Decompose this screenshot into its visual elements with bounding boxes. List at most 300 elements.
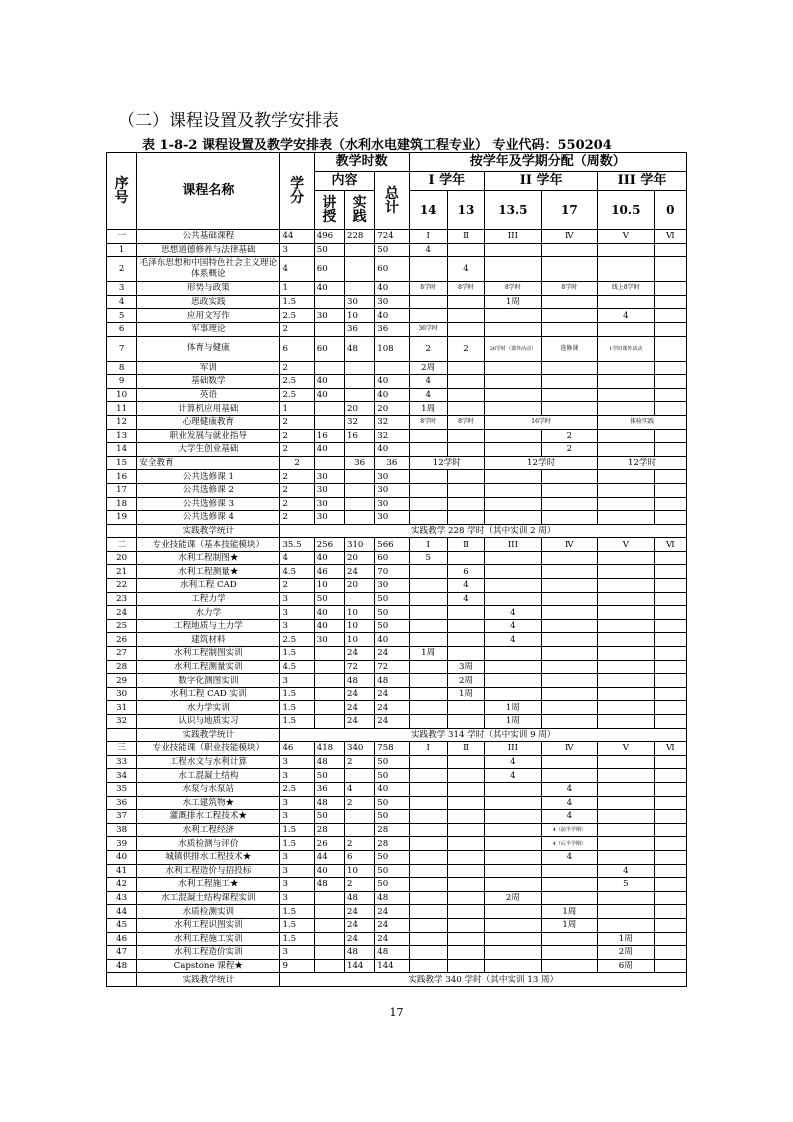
- cell-sem5: [598, 443, 654, 457]
- header-distribution: 按学年及学期分配（周数）: [409, 153, 686, 172]
- cell-sem3: [485, 782, 541, 796]
- summary-text: 实践教学 314 学时（其中实训 9 周）: [280, 728, 687, 742]
- cell-sem1: Ⅰ: [409, 742, 447, 756]
- cell-sem1: [409, 850, 447, 864]
- cell-sem4: 4: [541, 782, 597, 796]
- cell-sem6: [654, 959, 686, 973]
- cell-sem2: [447, 295, 484, 309]
- cell-lecture-hours: 30: [314, 511, 344, 525]
- table-row: [107, 891, 687, 905]
- cell-course-name: 灌溉排水工程技术★: [137, 810, 280, 824]
- cell-sem6: [654, 687, 686, 701]
- cell-sem6: [654, 429, 686, 443]
- header-year1: I 学年: [409, 172, 485, 191]
- cell-sem5: [598, 647, 654, 661]
- cell-sem3: 4: [485, 769, 541, 783]
- cell-course-name: 工程地质与土力学: [137, 619, 280, 633]
- cell-sem1: 8学时: [409, 282, 447, 296]
- cell-sem1: [409, 687, 447, 701]
- cell-sem2: [447, 918, 484, 932]
- cell-practice-hours: [344, 823, 374, 837]
- cell-sem6: [654, 295, 686, 309]
- header-lecture: 讲授: [314, 191, 344, 230]
- table-row: [107, 470, 687, 484]
- cell-sem5: [598, 660, 654, 674]
- cell-sem1: [409, 701, 447, 715]
- cell-sem3: [485, 592, 541, 606]
- table-row: [107, 674, 687, 688]
- cell-sem6: [654, 633, 686, 647]
- cell-credits: 3: [280, 755, 314, 769]
- cell-practice-hours: 144: [344, 959, 374, 973]
- cell-course-name: 军事理论: [137, 322, 280, 336]
- cell-lecture-hours: [314, 687, 344, 701]
- cell-course-name: 思政实践: [137, 295, 280, 309]
- cell-total-hours: 40: [375, 388, 409, 402]
- cell-sem6: [654, 946, 686, 960]
- header-week-3: 13.5: [485, 191, 541, 230]
- header-hours: 教学时数: [314, 153, 409, 172]
- cell-sem1: [409, 782, 447, 796]
- cell-sem1: [409, 823, 447, 837]
- cell-sem4: [541, 551, 597, 565]
- cell-total-hours: 48: [375, 891, 409, 905]
- cell-seq: 43: [107, 891, 137, 905]
- cell-seq: 12: [107, 415, 137, 429]
- cell-sem6: [654, 402, 686, 416]
- cell-sem3: [485, 429, 541, 443]
- cell-course-name: 水质检测与评价: [137, 837, 280, 851]
- cell-credits: 2: [280, 497, 314, 511]
- cell-course-name: 公共基础课程: [137, 230, 280, 244]
- cell-lecture-hours: [314, 456, 344, 470]
- cell-sem3: 8学时: [485, 282, 541, 296]
- cell-sem2: [447, 483, 484, 497]
- cell-credits: 2: [280, 429, 314, 443]
- cell-course-name: 城镇供排水工程技术★: [137, 850, 280, 864]
- cell-sem5: 6周: [598, 959, 654, 973]
- cell-sem1: [409, 511, 447, 525]
- table-row: [107, 579, 687, 593]
- cell-credits: 3: [280, 619, 314, 633]
- cell-sem5: 4: [598, 864, 654, 878]
- cell-practice-hours: 10: [344, 619, 374, 633]
- cell-credits: 3: [280, 674, 314, 688]
- table-row: [107, 864, 687, 878]
- table-row: [107, 336, 687, 361]
- cell-sem5: [598, 796, 654, 810]
- cell-course-name: 水力学实训: [137, 701, 280, 715]
- cell-practice-hours: 36: [344, 456, 374, 470]
- cell-sem6: [654, 619, 686, 633]
- cell-lecture-hours: [314, 647, 344, 661]
- cell-sem4: [541, 402, 597, 416]
- cell-sem2: [447, 375, 484, 389]
- cell-practice-hours: [344, 470, 374, 484]
- cell-credits: 2: [280, 470, 314, 484]
- cell-total-hours: 70: [375, 565, 409, 579]
- cell-course-name: 建筑材料: [137, 633, 280, 647]
- cell-sem4: 2: [541, 429, 597, 443]
- cell-total-hours: 50: [375, 850, 409, 864]
- cell-seq: 45: [107, 918, 137, 932]
- cell-sem3: [485, 864, 541, 878]
- cell-credits: 2.5: [280, 309, 314, 323]
- cell-sem1: [409, 837, 447, 851]
- cell-course-name: 水利工程 CAD 实训: [137, 687, 280, 701]
- cell-total-hours: 50: [375, 243, 409, 257]
- cell-lecture-hours: [314, 701, 344, 715]
- cell-sem5: [598, 470, 654, 484]
- table-row: [107, 257, 687, 282]
- cell-sem6: [654, 660, 686, 674]
- cell-sem3: 2周: [485, 891, 541, 905]
- header-week-5: 10.5: [598, 191, 654, 230]
- cell-sem2: [447, 850, 484, 864]
- cell-lecture-hours: 418: [314, 742, 344, 756]
- cell-sem1: [409, 891, 447, 905]
- cell-sem1: [409, 769, 447, 783]
- cell-sem4: 4: [541, 850, 597, 864]
- header-week-6: 0: [654, 191, 686, 230]
- cell-credits: 3: [280, 891, 314, 905]
- cell-sem5: [598, 497, 654, 511]
- cell-sem2: [447, 701, 484, 715]
- cell-seq: 44: [107, 905, 137, 919]
- cell-credits: 2: [280, 443, 314, 457]
- cell-seq: 18: [107, 497, 137, 511]
- cell-lecture-hours: 16: [314, 429, 344, 443]
- summary-row: [107, 728, 687, 742]
- cell-total-hours: 60: [375, 257, 409, 282]
- table-row: [107, 755, 687, 769]
- cell-total-hours: 40: [375, 443, 409, 457]
- cell-total-hours: 24: [375, 932, 409, 946]
- cell-course-name: 水利工程测量★: [137, 565, 280, 579]
- cell-practice-hours: 6: [344, 850, 374, 864]
- table-row: [107, 946, 687, 960]
- cell-sem4: 4（后半学期）: [541, 837, 597, 851]
- cell-practice-hours: 228: [344, 230, 374, 244]
- cell-credits: 2: [280, 483, 314, 497]
- cell-practice-hours: 48: [344, 891, 374, 905]
- cell-course-name: 水利工程造价与招投标: [137, 864, 280, 878]
- cell-seq: 2: [107, 257, 137, 282]
- table-row: [107, 230, 687, 244]
- cell-sem2: [447, 864, 484, 878]
- cell-credits: 3: [280, 243, 314, 257]
- cell-sem5: [598, 257, 654, 282]
- table-body: [107, 230, 687, 987]
- cell-seq: 19: [107, 511, 137, 525]
- cell-seq: 8: [107, 361, 137, 375]
- cell-sem3: [485, 823, 541, 837]
- cell-sem3: [485, 511, 541, 525]
- cell-sem6: [654, 918, 686, 932]
- cell-seq: 30: [107, 687, 137, 701]
- cell-lecture-hours: 256: [314, 538, 344, 552]
- cell-seq: 21: [107, 565, 137, 579]
- cell-course-name: 水利工程造价实训: [137, 946, 280, 960]
- cell-practice-hours: 10: [344, 864, 374, 878]
- cell-course-name: 水利工程识图实训: [137, 918, 280, 932]
- cell-sem6: [654, 565, 686, 579]
- cell-lecture-hours: [314, 361, 344, 375]
- cell-sem3: [485, 497, 541, 511]
- cell-sem5: Ⅴ: [598, 230, 654, 244]
- cell-lecture-hours: 30: [314, 483, 344, 497]
- cell-sem6: [654, 837, 686, 851]
- cell-lecture-hours: [314, 402, 344, 416]
- cell-seq: 14: [107, 443, 137, 457]
- table-row: [107, 551, 687, 565]
- cell-practice-hours: 32: [344, 415, 374, 429]
- cell-sem4: Ⅳ: [541, 742, 597, 756]
- cell-course-name: 水泵与水泵站: [137, 782, 280, 796]
- cell-sem3: [485, 309, 541, 323]
- cell-seq: 24: [107, 606, 137, 620]
- cell-sem2: [447, 606, 484, 620]
- cell-course-name: 认识与地质实习: [137, 715, 280, 729]
- cell-credits: 2.5: [280, 633, 314, 647]
- cell-sem5: [598, 823, 654, 837]
- cell-sem3: [485, 470, 541, 484]
- cell-sem3: III: [485, 742, 541, 756]
- cell-sem6: [654, 243, 686, 257]
- cell-sem5: [598, 295, 654, 309]
- cell-sem1: 8学时: [409, 415, 447, 429]
- cell-sem5: [598, 375, 654, 389]
- cell-sem2: [447, 905, 484, 919]
- cell-sem5: [598, 837, 654, 851]
- cell-sem1: [409, 497, 447, 511]
- cell-seq: 29: [107, 674, 137, 688]
- cell-practice-hours: [344, 592, 374, 606]
- cell-sem2: [447, 322, 484, 336]
- cell-total-hours: 24: [375, 715, 409, 729]
- cell-credits: 1.5: [280, 932, 314, 946]
- summary-text: 实践教学 340 学时（其中实训 13 周）: [280, 973, 687, 987]
- cell-sem3: [485, 551, 541, 565]
- cell-total-hours: 24: [375, 918, 409, 932]
- cell-total-hours: 50: [375, 810, 409, 824]
- cell-total-hours: 30: [375, 295, 409, 309]
- cell-practice-hours: 16: [344, 429, 374, 443]
- cell-sem4: [541, 309, 597, 323]
- cell-sem2: [447, 429, 484, 443]
- cell-practice-hours: [344, 769, 374, 783]
- cell-lecture-hours: 40: [314, 375, 344, 389]
- cell-seq: 41: [107, 864, 137, 878]
- cell-sem2: 4: [447, 592, 484, 606]
- cell-practice-hours: 24: [344, 687, 374, 701]
- cell-practice-hours: 340: [344, 742, 374, 756]
- cell-sem4: [541, 388, 597, 402]
- cell-total-hours: 50: [375, 755, 409, 769]
- cell-seq: 5: [107, 309, 137, 323]
- cell-sem5: [598, 511, 654, 525]
- cell-lecture-hours: 50: [314, 810, 344, 824]
- cell-sem2: [447, 769, 484, 783]
- cell-sem6: [654, 497, 686, 511]
- cell-lecture-hours: 30: [314, 309, 344, 323]
- cell-sem2: [447, 878, 484, 892]
- cell-credits: 4.5: [280, 660, 314, 674]
- header-week-2: 13: [447, 191, 484, 230]
- cell-credits: 1.5: [280, 701, 314, 715]
- cell-sem2: 1周: [447, 687, 484, 701]
- cell-seq: 10: [107, 388, 137, 402]
- cell-course-name: 水利工程测量实训: [137, 660, 280, 674]
- cell-sem4: 2: [541, 443, 597, 457]
- cell-sem2: [447, 647, 484, 661]
- cell-credits: 4: [280, 257, 314, 282]
- cell-lecture-hours: [314, 715, 344, 729]
- cell-total-hours: 108: [375, 336, 409, 361]
- cell-sem2: [447, 361, 484, 375]
- cell-sem2: 2周: [447, 674, 484, 688]
- cell-sem2: [447, 946, 484, 960]
- cell-sem4: [541, 606, 597, 620]
- cell-sem6: [654, 864, 686, 878]
- cell-practice-hours: [344, 375, 374, 389]
- cell-course-name: 水工混凝土结构: [137, 769, 280, 783]
- cell-credits: 3: [280, 864, 314, 878]
- cell-sem2: [447, 402, 484, 416]
- cell-lecture-hours: 46: [314, 565, 344, 579]
- cell-credits: 1.5: [280, 647, 314, 661]
- cell-total-hours: 40: [375, 309, 409, 323]
- cell-credits: 2: [280, 322, 314, 336]
- cell-course-name: 体育与健康: [137, 336, 280, 361]
- cell-sem6: [654, 850, 686, 864]
- cell-sem2: [447, 810, 484, 824]
- table-row: [107, 918, 687, 932]
- cell-sem6: [654, 551, 686, 565]
- cell-total-hours: 48: [375, 674, 409, 688]
- cell-sem6: [654, 674, 686, 688]
- header-week-1: 14: [409, 191, 447, 230]
- cell-sem2: [447, 715, 484, 729]
- cell-sem3: [485, 647, 541, 661]
- cell-practice-hours: 24: [344, 715, 374, 729]
- cell-course-name: 水工混凝土结构课程实训: [137, 891, 280, 905]
- cell-lecture-hours: 30: [314, 470, 344, 484]
- cell-total-hours: 32: [375, 429, 409, 443]
- cell-credits: 2: [280, 361, 314, 375]
- cell-seq: 3: [107, 282, 137, 296]
- course-schedule-table: [106, 152, 687, 987]
- cell-sem3: [485, 243, 541, 257]
- cell-sem3: 26学时（课外活动）: [485, 336, 541, 361]
- cell-sem2: [447, 443, 484, 457]
- table-caption: 表 1-8-2 课程设置及教学安排表（水利水电建筑工程专业） 专业代码：550204: [142, 138, 612, 153]
- cell-sem6: [654, 891, 686, 905]
- cell-sem4: [541, 946, 597, 960]
- cell-practice-hours: 10: [344, 606, 374, 620]
- cell-seq: 16: [107, 470, 137, 484]
- cell-sem1: [409, 715, 447, 729]
- cell-seq: 40: [107, 850, 137, 864]
- header-year3: III 学年: [598, 172, 687, 191]
- cell-sem6: Ⅵ: [654, 230, 686, 244]
- table-row: [107, 932, 687, 946]
- cell-sem5: Ⅴ: [598, 538, 654, 552]
- cell-practice-hours: 24: [344, 905, 374, 919]
- cell-course-name: 大学生创业基础: [137, 443, 280, 457]
- table-row: [107, 309, 687, 323]
- cell-credits: 3: [280, 810, 314, 824]
- cell-total-hours: 28: [375, 823, 409, 837]
- cell-seq: 32: [107, 715, 137, 729]
- cell-sem5: [598, 606, 654, 620]
- cell-total-hours: 50: [375, 796, 409, 810]
- cell-sem1: [409, 932, 447, 946]
- cell-sem6: [654, 701, 686, 715]
- cell-sem1: [409, 470, 447, 484]
- cell-total-hours: 30: [375, 497, 409, 511]
- cell-sem4: [541, 511, 597, 525]
- cell-sem2: 8学时: [447, 415, 484, 429]
- cell-sem4: Ⅳ: [541, 230, 597, 244]
- cell-lecture-hours: 50: [314, 592, 344, 606]
- table-row: [107, 456, 687, 470]
- cell-sem6: [654, 470, 686, 484]
- cell-sem2: 8学时: [447, 282, 484, 296]
- cell-sem6: [654, 388, 686, 402]
- cell-course-name: 安全教育: [137, 456, 280, 470]
- cell-total-hours: 50: [375, 619, 409, 633]
- cell-credits: 3: [280, 769, 314, 783]
- cell-sem1: 4: [409, 388, 447, 402]
- cell-seq: 48: [107, 959, 137, 973]
- cell-total-hours: 24: [375, 687, 409, 701]
- cell-practice-hours: [344, 243, 374, 257]
- cell-practice-hours: 10: [344, 309, 374, 323]
- cell-lecture-hours: 40: [314, 619, 344, 633]
- table-row: [107, 823, 687, 837]
- cell-sem4: [541, 579, 597, 593]
- cell-practice-hours: 4: [344, 782, 374, 796]
- cell-sem6: [654, 336, 686, 361]
- cell-seq: 15: [107, 456, 137, 470]
- cell-seq: 13: [107, 429, 137, 443]
- cell-sem5-sem6-span: 体验实践: [598, 415, 687, 429]
- summary-text: 实践教学 228 学时（其中实训 2 周）: [280, 524, 687, 538]
- cell-total-hours: 24: [375, 701, 409, 715]
- cell-sem3: [485, 257, 541, 282]
- cell-lecture-hours: 30: [314, 497, 344, 511]
- table-row: [107, 687, 687, 701]
- cell-sem5: [598, 905, 654, 919]
- cell-sem2: 4: [447, 257, 484, 282]
- cell-practice-hours: [344, 497, 374, 511]
- table-row: [107, 837, 687, 851]
- cell-sem1: [409, 633, 447, 647]
- cell-sem2: [447, 511, 484, 525]
- cell-credits: 1: [280, 282, 314, 296]
- cell-sem3: [485, 579, 541, 593]
- cell-seq: 42: [107, 878, 137, 892]
- cell-practice-hours: 24: [344, 565, 374, 579]
- table-row: [107, 538, 687, 552]
- cell-sem4: [541, 864, 597, 878]
- cell-lecture-hours: 50: [314, 769, 344, 783]
- cell-seq: 7: [107, 336, 137, 361]
- cell-sem3: [485, 388, 541, 402]
- cell-sem4: [541, 660, 597, 674]
- cell-sem4: [541, 361, 597, 375]
